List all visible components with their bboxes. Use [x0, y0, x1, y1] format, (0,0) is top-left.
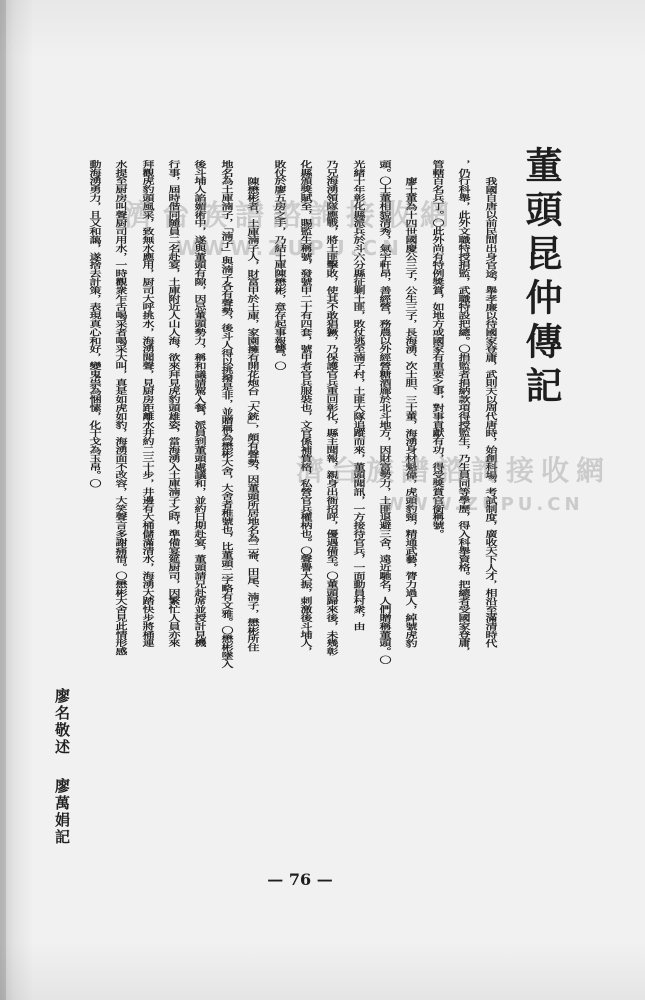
- body-column-11: 地名為土庫湳子，「湳子」與湳子各有聲勢，後斗人得以挑撥是非，並贈稱為懋彬大舍，大舍者稚號也，比董頭二字略有文雅。〇懋彬墜入: [220, 160, 234, 669]
- body-column-2: ，仍行科舉，此外文職特授捐監，武職特設把總。〇捐監者捐納款項得授監生，乃生員同等學歷，得入科舉資格。把總者受國家登庸，: [457, 160, 471, 656]
- body-column-9: 敗仗於廖五房之手，乃結土庫陳懋彬，意存起事報讐。〇: [273, 160, 287, 370]
- author-credit-recorder: 廖萬娟記: [53, 778, 71, 846]
- body-column-10: 陳懋彬者，土庫湳子人，財富甲於土庫，家園擁有開花炮台「大銃」，頗有聲勢，因董頭所居地名為二崙、田尾、湳子，懋彬所住: [246, 177, 260, 652]
- page-number: — 76 —: [267, 870, 333, 889]
- watermark-url: WWW.ZUPU.CN: [176, 236, 404, 260]
- author-credit-narrator: 廖名敬述: [53, 688, 71, 756]
- body-column-5: 頭。〇士董相貌清秀，氣宇軒昂，善經營，務農以外經營糖酒廍於北斗地方，因財富勢力，土匪退避三舍，遠近馳名，人們贈稱董頭。〇: [378, 160, 392, 664]
- watermark-url: WWW.ZUPU.CN: [384, 494, 584, 515]
- body-column-12: 後斗埔人諂媚術中，遂與董頭有隙，因忌董頭勢力，稱和議請駕入餐，派員到董頭處議和，並約日期赴宴，董頭請兄赴席並授計見機: [193, 160, 207, 648]
- body-column-16: 動海湧勇力，且又和藹，遂捨去計策，表現真心和好，變鬼祟為悃愫，化干戈為玉帛。〇: [88, 160, 102, 488]
- watermark-text: 濟台族譜諮詢接收網: [296, 454, 612, 487]
- watermark-text: 濟台族譜諮詢接收網: [124, 198, 458, 232]
- body-column-7: 乃兄海湧領隊應戰，將土匪擊敗，使其不敢猖獗，乃保護官兵重回彰化，縣主聞報，親身出衙招呼，優遇備至。〇董頭歸來後，未幾彰: [325, 160, 339, 656]
- body-column-13: 行事，屆時偕同隨員二名赴宴，土庫附近人山人海，欲來拜見虎豹頭雄姿，當海湧入土庫湳子之時，準備宴筵厨司，因繁忙人員亦來: [167, 160, 181, 648]
- page-title: 董頭昆仲傳記: [519, 146, 563, 410]
- scan-edge-shadow: [0, 0, 6, 1000]
- body-column-8: 化縣頒獎賦至，賜監生稱號，發號甲二十有四套，號甲者官兵服裝也，文官係補貲格，私營官兵權柄也。〇聲譽大振，刺激後斗埔人，: [299, 160, 313, 656]
- body-column-4: 廖士董為十四世國慶公三子，公生三子，長海湧、次士胆、三士董，海湧身材魁偉，虎頭豹頸，精通武藝，膂力過人，綽號虎豹: [404, 177, 418, 648]
- body-column-6: 光緒十年彰化縣派兵於斗六分縣征剿土匪，敗仗逃至湳子村，土匪大隊追蹤而來，董頭聞訊，一方接待官兵，一面動員村衆，由: [352, 160, 366, 631]
- body-column-14: 拜觀虎豹頭風采，致無水應用，厨司大呼挑水，海湧聞聲，見厨房距離水井約二三十步，井邊有大桶儲滿清水，海湧大踏快步將桶連: [141, 160, 155, 648]
- body-column-1: 我國自唐以前民間出身官途，舉孝廉以待國家登庸，武則天以周代唐時，始創科場，考試制度，廣收天下人才，相沿至滿清時代: [484, 177, 498, 648]
- body-column-3: 管轄百名兵丁。〇此外尚有特例獎賞，如地方或國家有重要之事，對事貢獻有功，得受獎賞官銜稱號。: [431, 160, 445, 538]
- body-column-15: 水提至厨房叫聲厨司用水，一時觀衆乍舌喝采者喝采大叫，真是如虎如豹，海湧面不改容，大笑聲言多謝痛惜。〇懋彬大舍見此情形感: [114, 160, 128, 656]
